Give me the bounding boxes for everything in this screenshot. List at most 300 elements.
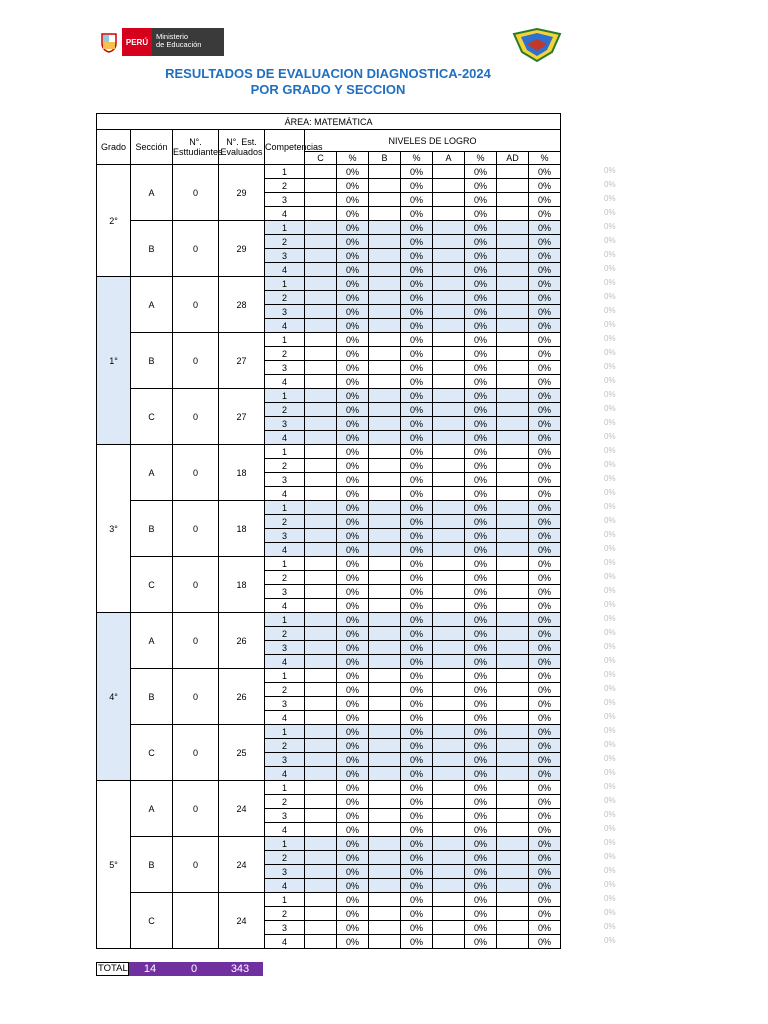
- section-cell: B: [131, 669, 173, 725]
- count-cell: [369, 361, 401, 375]
- competencia-cell: 2: [265, 851, 305, 865]
- percent-cell: 0%: [529, 571, 561, 585]
- count-cell: [369, 767, 401, 781]
- side-percent: 0%: [604, 376, 616, 385]
- side-percent: 0%: [604, 222, 616, 231]
- percent-cell: 0%: [529, 585, 561, 599]
- count-cell: [433, 501, 465, 515]
- competencia-cell: 1: [265, 445, 305, 459]
- count-cell: [433, 865, 465, 879]
- percent-cell: 0%: [337, 641, 369, 655]
- percent-cell: 0%: [529, 291, 561, 305]
- percent-cell: 0%: [529, 935, 561, 949]
- evaluated-cell: 18: [219, 557, 265, 613]
- country-label: PERÚ: [122, 28, 152, 56]
- competencia-cell: 3: [265, 473, 305, 487]
- percent-cell: 0%: [337, 193, 369, 207]
- percent-cell: 0%: [465, 585, 497, 599]
- count-cell: [369, 851, 401, 865]
- section-cell: C: [131, 389, 173, 445]
- count-cell: [305, 809, 337, 823]
- competencia-cell: 1: [265, 669, 305, 683]
- percent-cell: 0%: [337, 459, 369, 473]
- percent-cell: 0%: [529, 529, 561, 543]
- count-cell: [369, 291, 401, 305]
- competencia-cell: 2: [265, 571, 305, 585]
- percent-cell: 0%: [465, 823, 497, 837]
- count-cell: [369, 697, 401, 711]
- percent-cell: 0%: [529, 837, 561, 851]
- students-cell: 0: [173, 669, 219, 725]
- count-cell: [305, 459, 337, 473]
- competencia-cell: 4: [265, 487, 305, 501]
- percent-cell: 0%: [529, 221, 561, 235]
- percent-cell: 0%: [401, 767, 433, 781]
- count-cell: [305, 221, 337, 235]
- percent-cell: 0%: [401, 627, 433, 641]
- percent-cell: 0%: [337, 683, 369, 697]
- percent-cell: 0%: [529, 487, 561, 501]
- count-cell: [369, 221, 401, 235]
- count-cell: [369, 473, 401, 487]
- students-cell: 0: [173, 725, 219, 781]
- competencia-cell: 3: [265, 585, 305, 599]
- side-percent: 0%: [604, 586, 616, 595]
- side-percent: 0%: [604, 600, 616, 609]
- count-cell: [369, 935, 401, 949]
- count-cell: [369, 809, 401, 823]
- count-cell: [433, 725, 465, 739]
- count-cell: [497, 529, 529, 543]
- count-cell: [433, 529, 465, 543]
- count-cell: [305, 599, 337, 613]
- competencia-cell: 3: [265, 865, 305, 879]
- count-cell: [369, 445, 401, 459]
- percent-cell: 0%: [465, 459, 497, 473]
- percent-cell: 0%: [465, 361, 497, 375]
- side-percent: 0%: [604, 628, 616, 637]
- side-percent: 0%: [604, 530, 616, 539]
- percent-cell: 0%: [465, 725, 497, 739]
- percent-cell: 0%: [401, 515, 433, 529]
- percent-cell: 0%: [401, 781, 433, 795]
- percent-cell: 0%: [529, 655, 561, 669]
- competencia-cell: 4: [265, 263, 305, 277]
- competencia-cell: 2: [265, 907, 305, 921]
- percent-cell: 0%: [465, 935, 497, 949]
- section-cell: A: [131, 277, 173, 333]
- count-cell: [433, 739, 465, 753]
- competencia-cell: 1: [265, 725, 305, 739]
- ministry-label: Ministerio de Educación: [152, 28, 224, 56]
- count-cell: [305, 655, 337, 669]
- percent-cell: 0%: [401, 263, 433, 277]
- percent-cell: 0%: [401, 557, 433, 571]
- percent-cell: 0%: [529, 669, 561, 683]
- competencia-cell: 1: [265, 613, 305, 627]
- side-percent: 0%: [604, 866, 616, 875]
- percent-cell: 0%: [465, 529, 497, 543]
- count-cell: [369, 627, 401, 641]
- count-cell: [305, 725, 337, 739]
- count-cell: [433, 277, 465, 291]
- competencia-cell: 2: [265, 459, 305, 473]
- competencia-cell: 2: [265, 627, 305, 641]
- side-percent: 0%: [604, 306, 616, 315]
- count-cell: [369, 893, 401, 907]
- count-cell: [497, 893, 529, 907]
- count-cell: [305, 795, 337, 809]
- count-cell: [433, 263, 465, 277]
- side-percent: 0%: [604, 250, 616, 259]
- competencia-cell: 4: [265, 431, 305, 445]
- percent-cell: 0%: [465, 193, 497, 207]
- count-cell: [305, 823, 337, 837]
- competencia-cell: 3: [265, 753, 305, 767]
- grade-cell: 3°: [97, 445, 131, 613]
- percent-cell: 0%: [529, 179, 561, 193]
- count-cell: [433, 179, 465, 193]
- side-percent: 0%: [604, 894, 616, 903]
- percent-cell: 0%: [529, 305, 561, 319]
- percent-cell: 0%: [465, 627, 497, 641]
- side-percent: 0%: [604, 180, 616, 189]
- area-header: ÁREA: MATEMÁTICA: [97, 114, 561, 130]
- level-header: %: [465, 152, 497, 165]
- count-cell: [433, 935, 465, 949]
- count-cell: [305, 935, 337, 949]
- section-cell: C: [131, 893, 173, 949]
- competencia-cell: 1: [265, 221, 305, 235]
- percent-cell: 0%: [337, 795, 369, 809]
- percent-cell: 0%: [465, 263, 497, 277]
- count-cell: [305, 361, 337, 375]
- count-cell: [305, 893, 337, 907]
- percent-cell: 0%: [529, 725, 561, 739]
- side-percent: 0%: [604, 292, 616, 301]
- competencia-cell: 1: [265, 165, 305, 179]
- evaluated-cell: 24: [219, 893, 265, 949]
- count-cell: [433, 753, 465, 767]
- percent-cell: 0%: [401, 193, 433, 207]
- level-header: %: [529, 152, 561, 165]
- count-cell: [433, 655, 465, 669]
- competencia-cell: 2: [265, 291, 305, 305]
- percent-cell: 0%: [401, 445, 433, 459]
- percent-cell: 0%: [401, 207, 433, 221]
- count-cell: [305, 207, 337, 221]
- competencia-cell: 3: [265, 697, 305, 711]
- percent-cell: 0%: [337, 277, 369, 291]
- count-cell: [305, 781, 337, 795]
- side-percent: 0%: [604, 558, 616, 567]
- percent-cell: 0%: [529, 753, 561, 767]
- percent-cell: 0%: [337, 613, 369, 627]
- section-cell: A: [131, 445, 173, 501]
- section-cell: B: [131, 221, 173, 277]
- percent-cell: 0%: [337, 361, 369, 375]
- percent-cell: 0%: [401, 907, 433, 921]
- count-cell: [369, 431, 401, 445]
- side-percent: 0%: [604, 684, 616, 693]
- percent-cell: 0%: [401, 459, 433, 473]
- count-cell: [497, 403, 529, 417]
- table-row: [97, 445, 561, 459]
- percent-cell: 0%: [529, 921, 561, 935]
- count-cell: [497, 711, 529, 725]
- percent-cell: 0%: [337, 291, 369, 305]
- section-cell: A: [131, 613, 173, 669]
- percent-cell: 0%: [465, 249, 497, 263]
- side-percent: 0%: [604, 782, 616, 791]
- percent-cell: 0%: [337, 725, 369, 739]
- percent-cell: 0%: [465, 473, 497, 487]
- side-percent: 0%: [604, 474, 616, 483]
- side-percent: 0%: [604, 670, 616, 679]
- percent-cell: 0%: [465, 893, 497, 907]
- count-cell: [497, 781, 529, 795]
- count-cell: [369, 375, 401, 389]
- count-cell: [305, 403, 337, 417]
- percent-cell: 0%: [337, 935, 369, 949]
- percent-cell: 0%: [465, 515, 497, 529]
- side-percent: 0%: [604, 824, 616, 833]
- count-cell: [369, 669, 401, 683]
- percent-cell: 0%: [465, 851, 497, 865]
- side-percent: 0%: [604, 208, 616, 217]
- side-percent: 0%: [604, 852, 616, 861]
- students-cell: 0: [173, 333, 219, 389]
- count-cell: [433, 417, 465, 431]
- count-cell: [433, 879, 465, 893]
- side-percent: 0%: [604, 740, 616, 749]
- percent-cell: 0%: [401, 711, 433, 725]
- percent-cell: 0%: [337, 823, 369, 837]
- count-cell: [433, 473, 465, 487]
- competencia-cell: 2: [265, 683, 305, 697]
- count-cell: [497, 851, 529, 865]
- side-percent: 0%: [604, 166, 616, 175]
- percent-cell: 0%: [401, 879, 433, 893]
- percent-cell: 0%: [337, 501, 369, 515]
- count-cell: [305, 473, 337, 487]
- percent-cell: 0%: [401, 403, 433, 417]
- count-cell: [497, 697, 529, 711]
- count-cell: [497, 221, 529, 235]
- section-cell: C: [131, 557, 173, 613]
- percent-cell: 0%: [529, 865, 561, 879]
- count-cell: [305, 851, 337, 865]
- count-cell: [433, 571, 465, 585]
- competencia-cell: 4: [265, 319, 305, 333]
- total-estudiantes: 0: [171, 962, 217, 976]
- count-cell: [369, 235, 401, 249]
- percent-cell: 0%: [401, 837, 433, 851]
- level-header: B: [369, 152, 401, 165]
- competencia-cell: 2: [265, 235, 305, 249]
- percent-cell: 0%: [337, 389, 369, 403]
- evaluated-cell: 26: [219, 613, 265, 669]
- percent-cell: 0%: [337, 333, 369, 347]
- count-cell: [369, 165, 401, 179]
- count-cell: [497, 879, 529, 893]
- percent-cell: 0%: [401, 179, 433, 193]
- competencia-cell: 1: [265, 389, 305, 403]
- count-cell: [433, 487, 465, 501]
- count-cell: [369, 641, 401, 655]
- count-cell: [305, 669, 337, 683]
- count-cell: [305, 347, 337, 361]
- level-header: A: [433, 152, 465, 165]
- count-cell: [369, 389, 401, 403]
- percent-cell: 0%: [401, 473, 433, 487]
- evaluated-cell: 27: [219, 333, 265, 389]
- percent-cell: 0%: [337, 179, 369, 193]
- count-cell: [369, 571, 401, 585]
- percent-cell: 0%: [401, 221, 433, 235]
- count-cell: [369, 249, 401, 263]
- percent-cell: 0%: [337, 655, 369, 669]
- percent-cell: 0%: [337, 221, 369, 235]
- percent-cell: 0%: [465, 865, 497, 879]
- percent-cell: 0%: [529, 501, 561, 515]
- percent-cell: 0%: [529, 697, 561, 711]
- level-header: C: [305, 152, 337, 165]
- percent-cell: 0%: [465, 669, 497, 683]
- count-cell: [433, 333, 465, 347]
- count-cell: [497, 557, 529, 571]
- section-cell: B: [131, 837, 173, 893]
- count-cell: [305, 277, 337, 291]
- count-cell: [369, 501, 401, 515]
- percent-cell: 0%: [529, 627, 561, 641]
- competencia-cell: 4: [265, 375, 305, 389]
- percent-cell: 0%: [401, 655, 433, 669]
- percent-cell: 0%: [401, 753, 433, 767]
- percent-cell: 0%: [337, 907, 369, 921]
- count-cell: [497, 669, 529, 683]
- count-cell: [497, 725, 529, 739]
- competencia-cell: 1: [265, 557, 305, 571]
- evaluated-cell: 29: [219, 165, 265, 221]
- count-cell: [305, 431, 337, 445]
- percent-cell: 0%: [529, 823, 561, 837]
- count-cell: [497, 907, 529, 921]
- percent-cell: 0%: [529, 333, 561, 347]
- side-percent: 0%: [604, 194, 616, 203]
- percent-cell: 0%: [529, 375, 561, 389]
- count-cell: [369, 781, 401, 795]
- count-cell: [433, 767, 465, 781]
- percent-cell: 0%: [337, 809, 369, 823]
- competencias-header: Competencias: [265, 130, 305, 165]
- table-row: [97, 389, 561, 403]
- percent-cell: 0%: [465, 599, 497, 613]
- niveles-header: NIVELES DE LOGRO: [305, 130, 561, 152]
- count-cell: [433, 837, 465, 851]
- count-cell: [433, 627, 465, 641]
- count-cell: [305, 515, 337, 529]
- count-cell: [433, 893, 465, 907]
- percent-cell: 0%: [465, 697, 497, 711]
- count-cell: [497, 431, 529, 445]
- school-shield-icon: [512, 28, 562, 62]
- percent-cell: 0%: [401, 291, 433, 305]
- count-cell: [433, 585, 465, 599]
- count-cell: [497, 599, 529, 613]
- count-cell: [433, 515, 465, 529]
- competencia-cell: 2: [265, 403, 305, 417]
- count-cell: [433, 711, 465, 725]
- count-cell: [369, 179, 401, 193]
- count-cell: [497, 935, 529, 949]
- students-cell: [173, 893, 219, 949]
- count-cell: [369, 403, 401, 417]
- competencia-cell: 4: [265, 767, 305, 781]
- percent-cell: 0%: [337, 431, 369, 445]
- percent-cell: 0%: [465, 571, 497, 585]
- count-cell: [433, 851, 465, 865]
- total-label: TOTAL: [98, 963, 128, 974]
- percent-cell: 0%: [529, 459, 561, 473]
- percent-cell: 0%: [401, 585, 433, 599]
- percent-cell: 0%: [465, 403, 497, 417]
- percent-cell: 0%: [529, 207, 561, 221]
- percent-cell: 0%: [465, 445, 497, 459]
- side-percent: 0%: [604, 362, 616, 371]
- percent-cell: 0%: [529, 473, 561, 487]
- competencia-cell: 3: [265, 305, 305, 319]
- side-percent: 0%: [604, 334, 616, 343]
- competencia-cell: 2: [265, 347, 305, 361]
- count-cell: [305, 921, 337, 935]
- percent-cell: 0%: [401, 851, 433, 865]
- count-cell: [433, 375, 465, 389]
- percent-cell: 0%: [401, 235, 433, 249]
- count-cell: [305, 907, 337, 921]
- side-percent: 0%: [604, 656, 616, 665]
- count-cell: [369, 543, 401, 557]
- count-cell: [305, 501, 337, 515]
- seccion-header: Sección: [131, 130, 173, 165]
- percent-cell: 0%: [529, 613, 561, 627]
- count-cell: [497, 263, 529, 277]
- percent-cell: 0%: [529, 711, 561, 725]
- competencia-cell: 3: [265, 417, 305, 431]
- percent-cell: 0%: [529, 263, 561, 277]
- count-cell: [497, 921, 529, 935]
- percent-cell: 0%: [401, 417, 433, 431]
- percent-cell: 0%: [337, 165, 369, 179]
- count-cell: [369, 459, 401, 473]
- percent-cell: 0%: [465, 165, 497, 179]
- count-cell: [433, 235, 465, 249]
- percent-cell: 0%: [465, 921, 497, 935]
- count-cell: [433, 319, 465, 333]
- percent-cell: 0%: [337, 473, 369, 487]
- competencia-cell: 4: [265, 543, 305, 557]
- percent-cell: 0%: [337, 739, 369, 753]
- percent-cell: 0%: [529, 235, 561, 249]
- evaluated-cell: 24: [219, 837, 265, 893]
- count-cell: [305, 557, 337, 571]
- count-cell: [369, 305, 401, 319]
- percent-cell: 0%: [529, 319, 561, 333]
- percent-cell: 0%: [401, 487, 433, 501]
- count-cell: [497, 795, 529, 809]
- percent-cell: 0%: [401, 641, 433, 655]
- percent-cell: 0%: [337, 347, 369, 361]
